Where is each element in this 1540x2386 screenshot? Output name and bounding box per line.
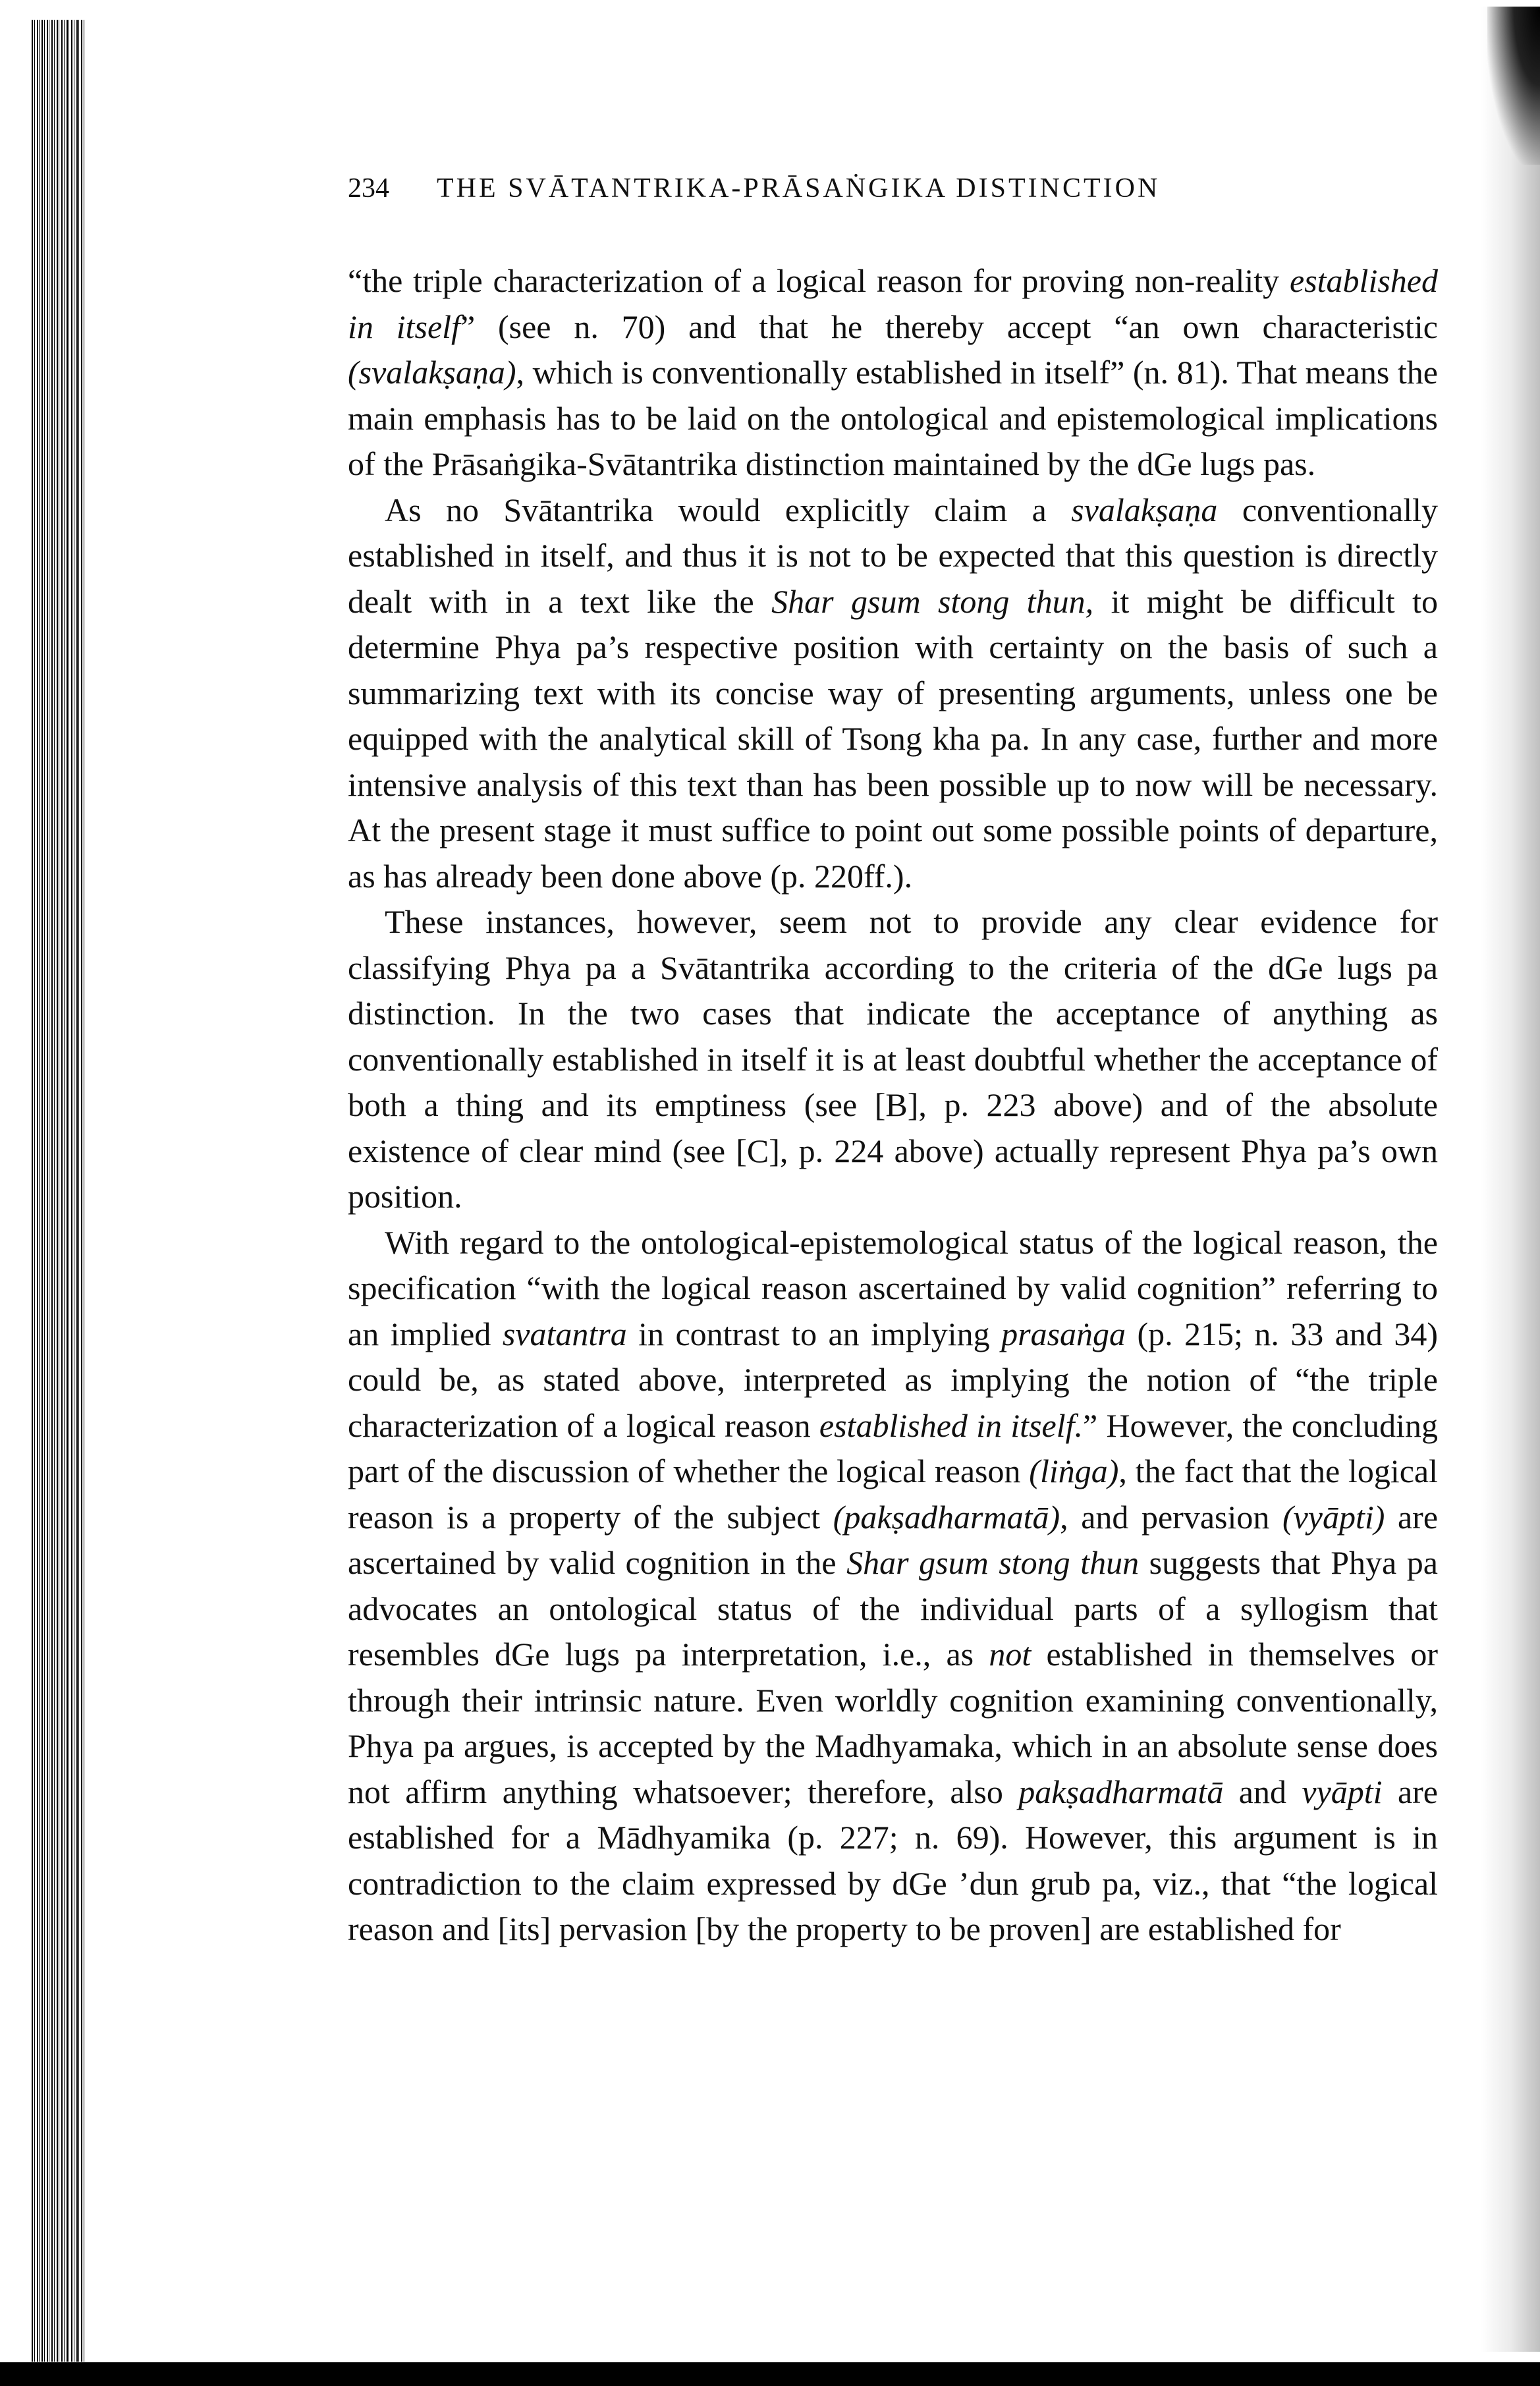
italic-term: established in itself bbox=[348, 262, 1438, 345]
page-corner-shadow bbox=[1487, 7, 1540, 165]
scan-bottom-bar bbox=[0, 2362, 1540, 2386]
italic-term: pakṣadharmatā bbox=[1018, 1773, 1224, 1810]
text-run: it might be difficult to determine Phya pa’s respective position with certainty on the basis of such a summarizing text with its concise way of presenting arguments, unless one be equipped with the analytical skill of Tsong kha pa. In any case, further and more intensive analysis of this text than has been possible up to now will be necessary. At the present stage it must suffice to point out some possible points of departure, as has already been done above (p. 220ff.). bbox=[348, 582, 1439, 895]
paragraph bbox=[348, 258, 1438, 487]
text-run: , the fact that the logical reason is a property of the subject bbox=[348, 1453, 1438, 1536]
italic-term: (vyāpti) bbox=[1282, 1498, 1385, 1536]
scan-edge-bars bbox=[32, 20, 84, 2362]
italic-term: vyāpti bbox=[1302, 1773, 1383, 1810]
text-run: “the triple characterization of a logical reason for proving non-reality bbox=[348, 262, 1290, 299]
text-run: ” (see n. 70) and that he thereby accept “an own characteristic bbox=[460, 308, 1438, 345]
page-number: 234 bbox=[348, 173, 389, 204]
text-run: conventionally established in itself, and thus it is not to be expected that this question is directly dealt with in a text like the bbox=[348, 491, 1438, 620]
text-run: are established for a Mādhyamika (p. 227; n. 69). However, this argument is in contradiction to the claim expressed by dGe ’dun grub pa, viz., that “the logical reason and [its] pervasion [by the property to be proven] are established for bbox=[348, 1773, 1438, 1947]
italic-term: established in itself. bbox=[819, 1406, 1084, 1444]
italic-term: (pakṣadharmatā) bbox=[833, 1498, 1060, 1536]
text-run: in contrast to an implying bbox=[626, 1315, 1002, 1352]
running-header bbox=[348, 173, 1438, 212]
text-run: , which is conventionally established in itself” (n. 81). That means the main emphasis has to be laid on the ontological and epistemological implications of the Prāsaṅgika-Svātantrika distinction maintained by the dGe lugs pas. bbox=[348, 354, 1438, 482]
italic-term: Shar gsum stong thun bbox=[846, 1544, 1140, 1581]
text-run: (p. 215; n. 33 and 34) could be, as stated above, interpreted as implying the notion of “the triple characterization of a logical reason bbox=[348, 1315, 1438, 1444]
italic-term: prasaṅga bbox=[1001, 1315, 1126, 1352]
text-run: , and pervasion bbox=[1060, 1498, 1282, 1536]
italic-term: svatantra bbox=[502, 1315, 627, 1352]
text-run: These instances, however, seem not to provide any clear evidence for classifying Phya pa a Svātantrika according to the criteria of the dGe lugs pa distinction. In the two cases that indicate the acceptance of anything as conventionally established in itself it is at least doubtful whether the acceptance of both a thing and its emptiness (see [B], p. 223 above) and of the absolute existence of clear mind (see [C], p. 224 above) actually represent Phya pa’s own position. bbox=[348, 903, 1438, 1215]
italic-term: not bbox=[989, 1636, 1031, 1673]
italic-term: (svalakṣaṇa) bbox=[348, 354, 516, 391]
italic-term: (liṅga) bbox=[1029, 1453, 1119, 1489]
paragraph bbox=[348, 487, 1438, 900]
text-run: and bbox=[1223, 1773, 1302, 1810]
text-run: established in themselves or through their intrinsic nature. Even worldly cognition examining conventionally, Phya pa argues, is accepted by the Madhyamaka, which in an absolute sense does not affirm anything whatsoever; therefore, also bbox=[348, 1636, 1438, 1810]
page-edge-shadow bbox=[1481, 7, 1540, 2352]
text-run: are ascertained by valid cognition in the bbox=[348, 1498, 1439, 1581]
text-run: With regard to the ontological-epistemological status of the logical reason, the specification “with the logical reason ascertained by valid cognition” referring to an implied bbox=[348, 1223, 1438, 1352]
italic-term: Shar gsum stong thun, bbox=[771, 582, 1094, 620]
paragraph bbox=[348, 899, 1438, 1220]
running-title: THE SVĀTANTRIKA-PRĀSAṄGIKA DISTINCTION bbox=[437, 173, 1161, 204]
paragraph bbox=[348, 1220, 1438, 1953]
text-run: ” However, the concluding part of the discussion of whether the logical reason bbox=[348, 1406, 1438, 1489]
body-text bbox=[348, 258, 1438, 1953]
text-run: As no Svātantrika would explicitly claim a bbox=[385, 491, 1072, 528]
text-run: suggests that Phya pa advocates an ontological status of the individual parts of a syllogism that resembles dGe lugs pa interpretation, i.e., as bbox=[348, 1544, 1439, 1673]
italic-term: svalakṣaṇa bbox=[1071, 491, 1218, 528]
